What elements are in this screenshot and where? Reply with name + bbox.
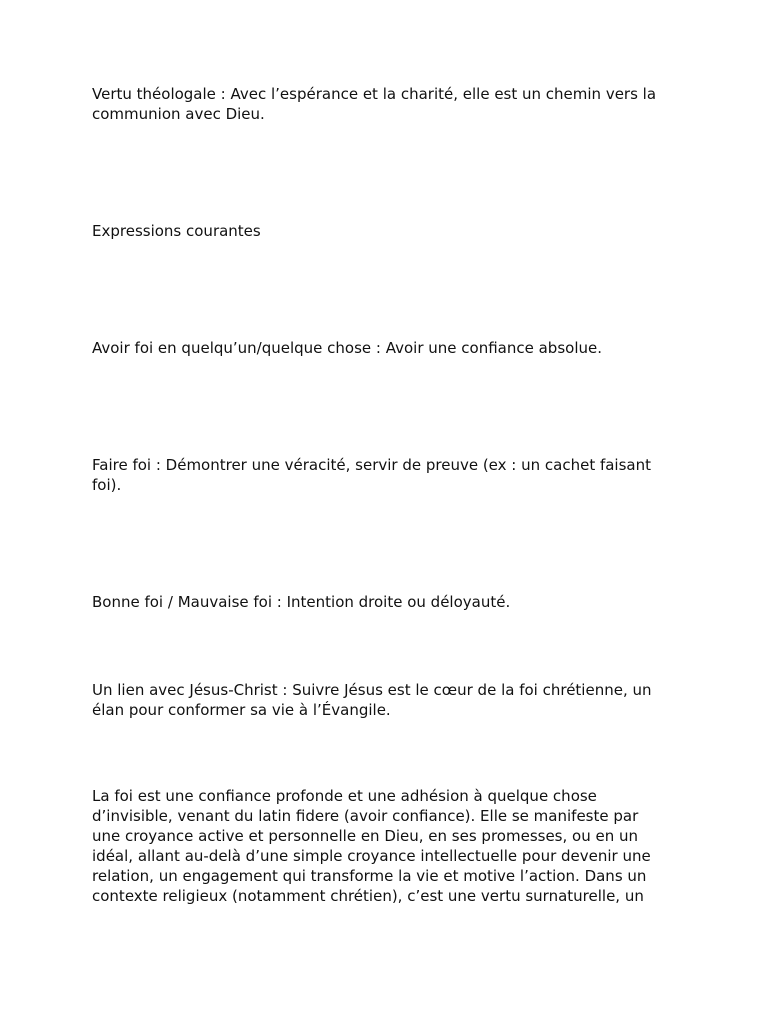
text-line: une croyance active et personnelle en Dieu, en ses promesses, ou en un <box>92 827 638 845</box>
section-heading-expressions-courantes <box>92 221 688 241</box>
text-line: Expressions courantes <box>92 222 261 240</box>
text-line: Bonne foi / Mauvaise foi : Intention droite ou déloyauté. <box>92 593 511 611</box>
text-line: Faire foi : Démontrer une véracité, servir de preuve (ex : un cachet faisant <box>92 456 651 474</box>
text-line: contexte religieux (notamment chrétien), c’est une vertu surnaturelle, un <box>92 887 644 905</box>
text-line: Un lien avec Jésus-Christ : Suivre Jésus est le cœur de la foi chrétienne, un <box>92 681 652 699</box>
text-line: idéal, allant au-delà d’une simple croyance intellectuelle pour devenir une <box>92 847 651 865</box>
text-line: Avoir foi en quelqu’un/quelque chose : Avoir une confiance absolue. <box>92 339 602 357</box>
paragraph-lien-jesus-christ <box>92 680 688 720</box>
text-line: La foi est une confiance profonde et une adhésion à quelque chose <box>92 787 597 805</box>
paragraph-vertu-theologale <box>92 84 688 124</box>
text-line: Vertu théologale : Avec l’espérance et la charité, elle est un chemin vers la <box>92 85 657 103</box>
text-line: élan pour conformer sa vie à l’Évangile. <box>92 701 391 719</box>
text-line: relation, un engagement qui transforme la vie et motive l’action. Dans un <box>92 867 647 885</box>
text-line: d’invisible, venant du latin fidere (avoir confiance). Elle se manifeste par <box>92 807 639 825</box>
paragraph-avoir-foi <box>92 338 688 358</box>
paragraph-bonne-foi <box>92 592 688 612</box>
paragraph-definition-foi <box>92 786 682 906</box>
paragraph-faire-foi <box>92 455 688 495</box>
text-line: foi). <box>92 476 122 494</box>
text-line: communion avec Dieu. <box>92 105 265 123</box>
